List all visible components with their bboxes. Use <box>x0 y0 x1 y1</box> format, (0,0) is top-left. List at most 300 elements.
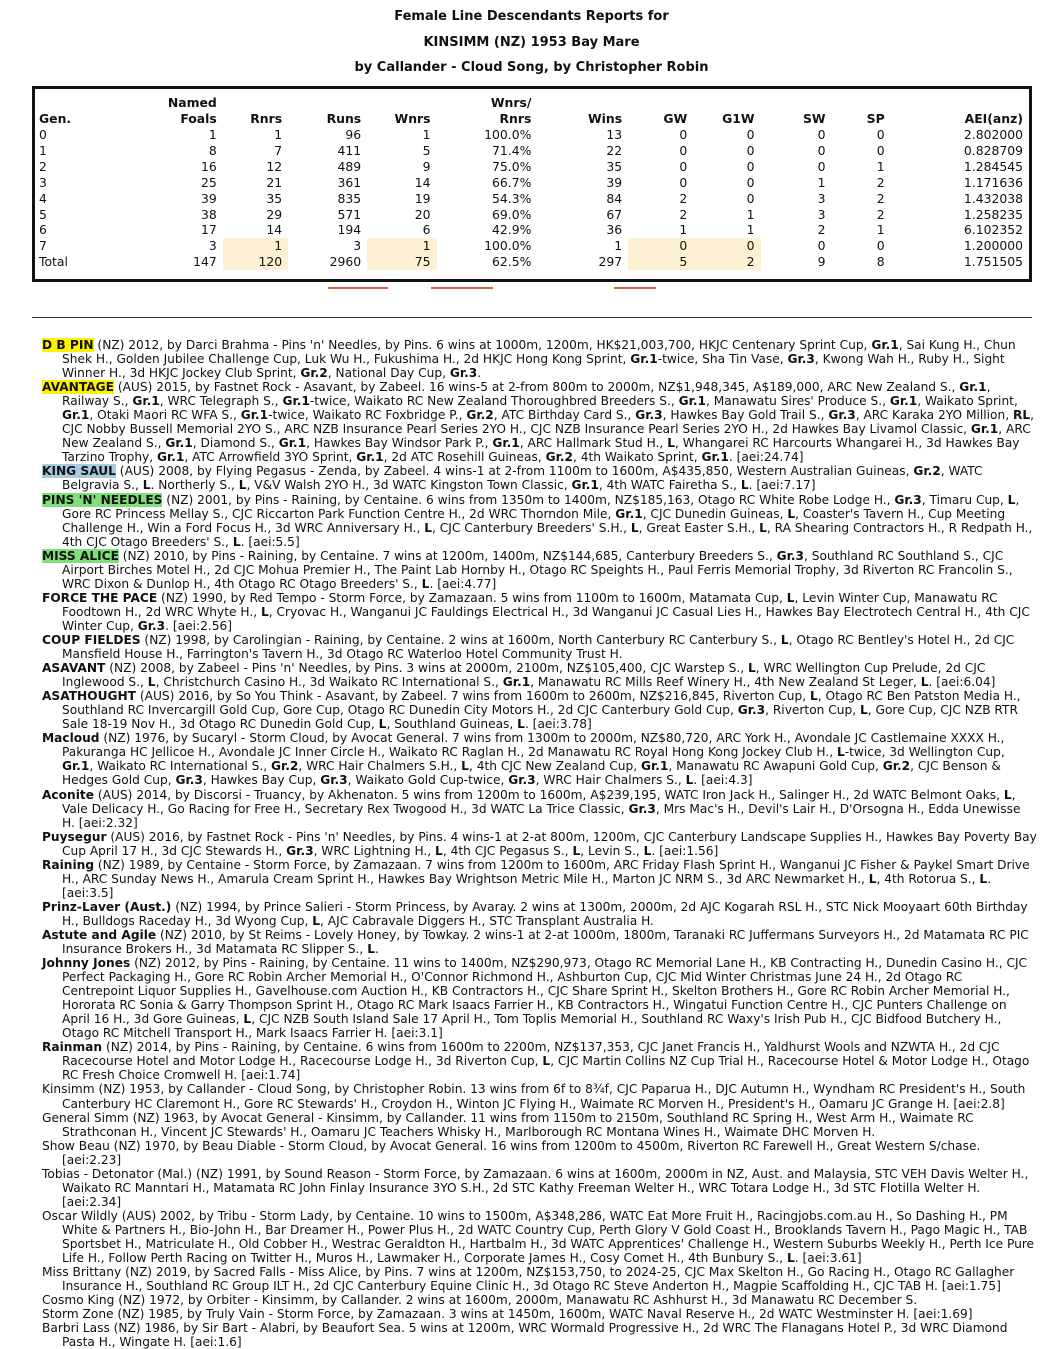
race-grade: L <box>232 534 241 549</box>
column-header: AEI(anz) <box>964 111 1023 126</box>
table-cell: 489 <box>337 158 362 174</box>
table-cell: 36 <box>606 222 623 238</box>
table-cell: 6 <box>422 222 431 238</box>
table-cell: 1 <box>746 222 755 238</box>
wnrs-underline <box>431 287 493 289</box>
entry-text: , Coaster's Tavern H., Cup Meeting Challenge H., Win a Ford Focus H., 3d WRC Anniversary H., <box>62 506 1006 535</box>
entry-text: (NZ) 1994, by Prince Salieri - Storm Princess, by Avaray. 2 wins at 1300m, 2000m, 2d AJC Kogarah RSL H., STC Nick Mooyaart 60th Birthday H., Bulldogs Raceday H., 3d Wyong Cup, <box>62 899 1028 928</box>
table-cell: 7 <box>39 238 47 254</box>
table-cell: 1 <box>223 238 288 254</box>
race-grade: Gr.2 <box>300 366 328 381</box>
entry-text: , Southland RC Southland S., CJC Airport Birches Motel H., 2d CJC Mohua Premier H., The Paint Lab Hornby H., Otago RC Speights H., Paul Ferris Memorial Trophy, 3d Riverton RC Francolin S., WRC Dixon & Dunlop H., 4th Otago RC Otago Breeders' S., <box>62 548 1013 591</box>
race-grade: Gr.3 <box>320 773 348 788</box>
descendant-entry <box>42 338 1037 380</box>
race-grade: Gr.3 <box>737 703 766 718</box>
entry-text: . [aei:3.61] <box>794 1251 862 1266</box>
entry-text: (AUS) 2015, by Fastnet Rock - Asavant, by Zabeel. 16 wins-5 at 2-from 800m to 2000m, NZ$1,948,345, A$189,000, ARC New Zealand S., <box>113 380 960 395</box>
wins-underline <box>614 287 656 289</box>
race-grade: Gr.1 <box>502 675 531 690</box>
table-cell: 75 <box>367 254 436 270</box>
race-grade: Gr.1 <box>62 408 90 423</box>
horse-name[interactable]: ASAVANT <box>42 661 106 676</box>
entry-text: (AUS) 2016, by Fastnet Rock - Pins 'n' Needles, by Pins. 4 wins-1 at 2-at 800m, 1200m, CJC Canterbury Landscape Supplies H., Hawkes Bay Poverty Bay Cup April 17 H., 3d CJC Stewards H., <box>62 829 1037 858</box>
table-cell: 7 <box>274 142 283 158</box>
entry-text: , CJC Nobby Bussell Memorial 2YO S., ARC NZB Insurance Pearl Series 2YO H., CJC NZB Insurance Pearl Series 2YO H., 2d Hawkes Bay Livamol Classic, <box>62 408 1034 437</box>
table-cell: 1 <box>614 238 623 254</box>
entry-text: Oscar Wildly (AUS) 2002, by Tribu - Storm Lady, by Centaine. 10 wins to 1500m, A$348,286, WATC Eat More Fruit H., Racingjobs.com.au H., So Dashing H., PM White & Partners H., Bio-John H., Bar Dreamer H., Power Plus H., 2d WATC Country Cup, Perth Glory V Gold Coast H., Brooklands Tavern H., Pago Magic H., TAB Sportsbet H., Matriculate H., Old Cobber H., Westrac Geraldton H., Hartbalm H., 3d WATC Apprentices' Challenge H., Western Suburbs Weekly H., Perth Ice Pure Life H., Follow Perth Racing on Twitter H., Muros H., Lawmaker H., Corporate James H., Cosy Comet H., 4th Bunbury S., <box>42 1208 1035 1266</box>
entry-text: . [aei:3.5] <box>62 871 992 900</box>
entry-text: , Southland Guineas, <box>386 717 518 732</box>
race-grade: Gr.3 <box>137 618 166 633</box>
entry-text: (NZ) 2010, by Pins - Raining, by Centaine. 7 wins at 1200m, 1400m, NZ$144,685, Canterbury Breeders S., <box>118 548 777 563</box>
entry-text: , Levin Winter Cup, Manawatu RC Foodtown H., 2d WRC Whyte H., <box>62 590 998 619</box>
table-cell: 2960 <box>329 254 362 270</box>
race-grade: Gr.2 <box>913 464 941 479</box>
race-grade: L <box>421 576 430 591</box>
table-cell: 0 <box>876 127 885 142</box>
horse-name[interactable]: Rainman <box>42 1040 103 1055</box>
entry-text: , AJC Cabravale Diggers H., STC Transplant Australia H. <box>320 913 654 928</box>
race-grade: L <box>786 590 795 605</box>
table-cell: 0 <box>679 127 688 142</box>
entry-text: , CJC NZB South Island Sale 17 April H., Tom Toplis Memorial H., Southland RC Waxy's Irish Pub H., CJC Bidfood Butchery H., Otago RC Mitchell Transport H., Mark Isaacs Farrier H. [aei:3.1] <box>62 1012 1002 1041</box>
generation-row <box>35 159 1029 175</box>
horse-name[interactable]: Johnny Jones <box>42 956 131 971</box>
entry-text: , 4th Waikato Sprint, <box>572 450 702 465</box>
table-cell: 0 <box>746 158 755 174</box>
entry-text: . [aei:4.77] <box>429 576 497 591</box>
race-grade: Gr.3 <box>894 492 922 507</box>
descendant-entry <box>42 830 1037 858</box>
race-grade: L <box>630 520 639 535</box>
entry-text: Cosmo King (NZ) 1972, by Orbiter - Kinsimm, by Callander. 2 wins at 1600m, 2000m, Manawatu RC Ashhurst H., 3d Manawatu RC December S. <box>42 1293 918 1308</box>
table-cell: 1 <box>39 142 47 158</box>
table-cell: 1.751505 <box>963 254 1023 270</box>
table-cell: 3 <box>208 238 217 254</box>
table-cell: 2 <box>876 206 885 222</box>
race-grade: L <box>260 604 269 619</box>
entry-text: Tobias - Detonator (Mal.) (NZ) 1991, by Sound Reason - Storm Force, by Zamazaan. 6 wins at 1600m, 2000m in NZ, Aust. and Malaysia, STC VEH Davis Welter H., Waikato RC Manntari H., Matamata RC John Finlay Insurance 3YO S.H., 2d STC Kathy Freeman Welter H., WRC Totara Lodge H., 3d STC Flotilla Welter H. [aei:2.34] <box>42 1166 1029 1209</box>
report-title-line: Female Line Descendants Reports for <box>394 9 669 24</box>
table-cell: 3 <box>817 206 826 222</box>
race-grade: Gr.3 <box>635 408 663 423</box>
entry-text: , Hawkes Bay Windsor Park P., <box>306 436 493 451</box>
table-cell: 1.432038 <box>963 190 1023 206</box>
table-cell: 96 <box>345 127 362 142</box>
table-cell: 4 <box>39 190 47 206</box>
descendant-entry <box>42 1040 1037 1082</box>
entry-text: . [aei:5.5] <box>240 534 300 549</box>
descendant-entry <box>42 549 1037 591</box>
entry-text: (NZ) 2010, by St Reims - Lovely Honey, by Towkay. 2 wins-1 at 2-at 1000m, 1800m, Taranaki RC Juffermans Surveyors H., 2d Matamata RC PIC Insurance Brokers H., 3d Matamata RC Slipper S., <box>62 927 1029 957</box>
race-grade: Gr.3 <box>508 773 536 788</box>
table-cell: 14 <box>414 174 431 190</box>
entry-text: . <box>477 366 482 381</box>
descendant-entry <box>42 661 1037 689</box>
column-header: Wnrs <box>394 111 431 126</box>
table-cell: 0 <box>817 238 826 254</box>
column-header: Wnrs/ Rnrs <box>490 95 532 126</box>
entry-text: , 4th CJC New Zealand Cup, <box>468 759 642 774</box>
entry-text: , Kwong Wah H., Ruby H., Sight Winner H., 3d HKJC Jockey Club Sprint, <box>62 352 1005 381</box>
entry-text: , ARC Karaka 2YO Million, <box>855 408 1013 423</box>
table-cell: 1.171636 <box>963 174 1023 190</box>
table-cell: 1 <box>274 127 283 142</box>
table-cell: 835 <box>337 190 362 206</box>
entry-text: . Northerly S., <box>150 478 239 493</box>
table-cell: 0.828709 <box>963 142 1023 158</box>
table-cell: 14 <box>266 222 283 238</box>
race-grade: L <box>859 703 868 718</box>
table-cell: 35 <box>606 158 623 174</box>
table-cell: 0 <box>817 127 826 142</box>
entry-text: , Otago RC Ben Patston Media H., Southland RC Invercargill Gold Cup, Gore Cup, Otago RC Dunedin City Motors H., 2d CJC Canterbury Gold Cup, <box>62 689 1021 718</box>
horse-name[interactable]: Puysegur <box>42 829 107 844</box>
column-header: Gen. <box>39 111 72 126</box>
race-grade: L <box>836 745 845 760</box>
table-cell: 1 <box>817 174 826 190</box>
entry-text: , ATC Birthday Card S., <box>493 408 636 423</box>
entry-text: , WRC Lightning H., <box>313 843 436 858</box>
horse-name[interactable]: COUP FIELDES <box>42 632 141 647</box>
horse-name[interactable]: ASATHOUGHT <box>42 689 136 704</box>
race-grade: Gr.2 <box>270 759 299 774</box>
table-cell: 62.5% <box>491 254 532 270</box>
race-grade: L <box>759 520 767 535</box>
entry-text: , WATC Belgravia S., <box>62 464 983 493</box>
race-grade: RL <box>1012 408 1031 423</box>
entry-text: (NZ) 2012, by Darci Brahma - Pins 'n' Needles, by Pins. 6 wins at 1000m, 1200m, HK$21,003,700, HKJC Centenary Sprint Cup, <box>93 338 872 352</box>
table-cell: 71.4% <box>491 142 532 158</box>
race-grade: Gr.1 <box>889 394 918 409</box>
entry-text: , Manawatu Sires' Produce S., <box>705 394 890 409</box>
descendant-entry <box>42 1307 1037 1321</box>
entry-text: , Riverton Cup, <box>765 703 860 718</box>
entry-text: . [aei:24.74] <box>728 450 804 465</box>
descendant-entry <box>42 1167 1037 1209</box>
table-cell: 8 <box>208 142 217 158</box>
table-cell: 22 <box>606 142 623 158</box>
entry-text: , Otaki Maori RC WFA S., <box>89 408 241 423</box>
entry-text: . [aei:6.04] <box>928 675 996 690</box>
table-cell: 0 <box>746 190 755 206</box>
horse-name[interactable]: Aconite <box>42 787 94 802</box>
table-cell: 16 <box>201 158 217 174</box>
race-grade: Gr.1 <box>356 450 384 465</box>
descendant-entry <box>42 1321 1037 1349</box>
entry-text: , 4th WATC Fairetha S., <box>598 478 741 493</box>
table-cell: 0 <box>679 174 688 190</box>
entry-text: . [aei:1.56] <box>651 843 719 858</box>
race-grade: L <box>787 506 796 521</box>
entry-text: (AUS) 2016, by So You Think - Asavant, by Zabeel. 7 wins from 1600m to 2600m, NZ$216,845, Riverton Cup, <box>135 689 811 704</box>
table-cell: 3 <box>353 238 362 254</box>
entry-text: , Levin S., <box>580 843 644 858</box>
race-grade: Gr.1 <box>157 450 185 465</box>
horse-name[interactable]: Macloud <box>42 731 100 746</box>
race-grade: Gr.2 <box>545 450 573 465</box>
horse-name[interactable]: FORCE THE PACE <box>42 590 158 605</box>
table-cell: 1 <box>746 206 755 222</box>
generation-stats-table <box>32 86 1032 282</box>
table-cell: 21 <box>266 174 283 190</box>
divider <box>32 317 1032 318</box>
column-header: G1W <box>722 111 755 126</box>
horse-name[interactable]: KING SAUL <box>42 464 116 479</box>
table-cell: 6 <box>39 222 47 238</box>
entry-text: , CJC Benson & Hedges Gold Cup, <box>62 759 1001 788</box>
descendant-entry <box>42 493 1037 549</box>
race-grade: L <box>435 843 443 858</box>
entry-text: Show Beau (NZ) 1970, by Beau Diable - Storm Cloud, by Avocat General. 16 wins from 1200m to 4500m, Riverton RC Farewell H., Great Western S/chase. [aei:2.23] <box>42 1138 981 1167</box>
horse-name[interactable]: MISS ALICE <box>42 548 119 563</box>
entry-text: . [aei:7.17] <box>748 478 816 493</box>
entry-text: , Waikato Gold Cup-twice, <box>347 773 509 788</box>
column-header: GW <box>663 111 688 126</box>
race-grade: Gr.1 <box>571 478 599 493</box>
race-grade: Gr.1 <box>492 436 520 451</box>
table-cell: 42.9% <box>491 222 532 238</box>
horse-name[interactable]: Raining <box>42 857 95 872</box>
race-grade: Gr.2 <box>882 759 911 774</box>
table-cell: 0 <box>679 142 688 158</box>
race-grade: L <box>643 843 652 858</box>
table-cell: 6.102352 <box>963 222 1023 238</box>
horse-name[interactable]: Astute and Agile <box>42 927 157 942</box>
entry-text: Miss Brittany (NZ) 2019, by Sacred Falls - Miss Alice, by Pins. 7 wins at 1200m, NZ$153,750, to 2024-25, CJC Max Skelton H., Go Racing H., Otago RC Gallagher Insurance H., Southland RC Group ILT H., 2d CJC Canterbury Equine Clinic H., 3d Otago RC Steve Anderton H., Magpie Scaffolding H., CJC TAB H. [aei:1.75] <box>42 1265 1015 1294</box>
table-cell: 100.0% <box>484 238 532 254</box>
race-grade: L <box>1003 787 1012 802</box>
generation-row <box>35 127 1029 143</box>
entry-text: , Manawatu RC Mills Reef Winery H., 4th New Zealand St Leger, <box>530 675 921 690</box>
entry-text: . [aei:2.56] <box>165 618 233 633</box>
entry-text: , Otago RC Bentley's Hotel H., 2d CJC Mansfield House H., Farrington's Tavern H., 3d Otago RC Waterloo Hotel Community Trust H. <box>62 632 1015 662</box>
entry-text: Storm Zone (NZ) 1985, by Truly Vain - Storm Force, by Zamazaan. 3 wins at 1450m, 1600m, WATC Naval Reserve H., 2d WATC Westminster H. [aei:1.69] <box>42 1307 973 1322</box>
entry-text: -twice, Sha Tin Vase, <box>657 352 788 367</box>
descendant-entry <box>42 956 1037 1040</box>
race-grade: L <box>238 478 247 493</box>
descendant-entry <box>42 1139 1037 1167</box>
table-cell: 12 <box>266 158 283 174</box>
table-cell: 2 <box>39 158 47 174</box>
entry-text: (NZ) 1989, by Centaine - Storm Force, by Zamazaan. 7 wins from 1200m to 1600m, ARC Friday Flash Sprint H., Wanganui JC Fisher & Paykel Smart Drive H., ARC Sunday News H., Amarula Cream Sprint H., Hawkes Bay Wrightson Metric Mile H., Marton JC NRM S., 3d ARC Newmarket H., <box>62 857 1030 886</box>
table-cell: 2 <box>693 254 760 270</box>
race-grade: L <box>786 1251 795 1266</box>
entry-text: , Hawkes Bay Gold Trail S., <box>662 408 829 423</box>
race-grade: Gr.1 <box>678 394 706 409</box>
descendant-entry <box>42 633 1037 661</box>
table-cell: 361 <box>337 174 362 190</box>
race-grade: L <box>424 520 432 535</box>
entry-text: -twice, Waikato RC Foxbridge P., <box>268 408 467 423</box>
descendant-entry <box>42 900 1037 928</box>
table-cell: 3 <box>39 174 47 190</box>
race-grade: L <box>367 942 375 957</box>
table-cell: 2 <box>679 190 688 206</box>
horse-name[interactable]: AVANTAGE <box>42 380 114 395</box>
entry-text: (AUS) 2008, by Flying Pegasus - Zenda, by Zabeel. 4 wins-1 at 2-from 1100m to 1600m, A$435,850, Western Australian Guineas, <box>115 464 914 479</box>
table-cell: 8 <box>876 254 885 270</box>
table-cell: 571 <box>337 206 362 222</box>
table-cell: 3 <box>817 190 826 206</box>
table-cell: 194 <box>337 222 362 238</box>
entry-text: (NZ) 2014, by Pins - Raining, by Centaine. 6 wins from 1600m to 2200m, NZ$137,353, CJC Janet Francis H., Yaldhurst Wools and NZWTA H., 2d CJC Racecourse Hotel and Motor Lodge H., Racecourse Lodge H., 3d Riverton Cup, <box>62 1040 1000 1069</box>
entry-text: -twice, Waikato RC New Zealand Thoroughbred Breeders S., <box>309 394 679 409</box>
race-grade: L <box>685 773 694 788</box>
table-cell: 84 <box>606 190 623 206</box>
entry-text: (NZ) 1990, by Red Tempo - Storm Force, by Zamazaan. 5 wins from 1100m to 1600m, Matamata Cup, <box>157 590 787 605</box>
generation-row <box>35 175 1029 191</box>
horse-name[interactable]: Prinz-Laver (Aust.) <box>42 899 172 914</box>
race-grade: Gr.1 <box>970 422 999 437</box>
table-cell: 29 <box>266 206 283 222</box>
race-grade: Gr.2 <box>466 408 494 423</box>
race-grade: L <box>378 717 387 732</box>
table-cell: 0 <box>876 142 885 158</box>
entry-text: , Sai Kung H., Chun Shek H., Golden Jubilee Challenge Cup, Luk Wu H., Fukushima H., 2d HKJC Hong Kong Sprint, <box>62 338 1016 367</box>
descendant-entry <box>42 380 1037 464</box>
table-cell: 0 <box>39 127 47 142</box>
mare-name-heading: KINSIMM (NZ) 1953 Bay Mare <box>423 35 640 50</box>
generation-row <box>35 238 1029 254</box>
table-cell: 19 <box>414 190 431 206</box>
entry-text: , Christchurch Casino H., 3d Waikato RC International S., <box>155 675 503 690</box>
race-grade: L <box>243 1012 252 1027</box>
table-cell: 17 <box>201 222 217 238</box>
table-cell: 1 <box>208 127 217 142</box>
table-cell: 1.200000 <box>963 238 1023 254</box>
total-row <box>35 254 1029 270</box>
table-cell: 1 <box>876 158 885 174</box>
entry-text: , Cryovac H., Wanganui JC Fauldings Electrical H., 3d Wanganui JC Casual Lies H., Hawkes Bay Electrotech Central H., 4th CJC Winter Cup, <box>62 604 1030 633</box>
entry-text: , WRC Wellington Cup Prelude, 2d CJC Inglewood S., <box>62 661 986 690</box>
entry-text: , CJC Canterbury Breeders' S.H., <box>432 520 631 535</box>
entry-text: , ARC New Zealand S., <box>62 422 1031 451</box>
race-grade: Gr.3 <box>175 773 203 788</box>
table-cell: 147 <box>193 254 217 270</box>
entry-text: , ARC Hallmark Stud H., <box>519 436 668 451</box>
table-cell: 120 <box>223 254 288 270</box>
entry-text: , CJC Martin Collins NZ Cup Trial H., Racecourse Hotel & Motor Lodge H., Otago RC Fresh Choice Cromwell H. [aei:1.74] <box>62 1054 1030 1083</box>
table-cell: 100.0% <box>484 127 532 142</box>
entry-text: , Vale Delicacy H., Go Racing for Free H., Secretary Rex Twogood H., 3d WATC La Trice Classic, <box>62 787 1016 816</box>
generation-row <box>35 143 1029 159</box>
entry-text: , Whangarei RC Harcourts Whangarei H., 3d Hawkes Bay Tarzino Trophy, <box>62 436 1020 465</box>
table-cell: 1 <box>876 222 885 238</box>
race-grade: Gr.3 <box>787 352 815 367</box>
entry-text: , Gore Cup, CJC NZB RTR Sale 18-19 Nov H., 3d Otago RC Dunedin Gold Cup, <box>62 703 1018 732</box>
race-grade: Gr.3 <box>286 843 314 858</box>
entry-text: , WRC Hair Chalmers S., <box>535 773 686 788</box>
descendant-entry <box>42 928 1037 956</box>
race-grade: L <box>147 675 156 690</box>
column-header: Named Foals <box>167 95 217 126</box>
race-grade: L <box>461 759 469 774</box>
table-cell: 0 <box>817 158 826 174</box>
race-grade: Gr.1 <box>701 450 729 465</box>
entry-text: , Railway S., <box>62 380 991 409</box>
column-header: Rnrs <box>250 111 283 126</box>
entry-text: , Waikato Sprint, <box>917 394 1018 409</box>
horse-name[interactable]: PINS 'N' NEEDLES <box>42 492 163 507</box>
column-header: Runs <box>326 111 362 126</box>
entry-text: , Gore RC Princess Mellay S., CJC Riccarton Park Function Centre H., 2d WRC Thorndon Mile, <box>62 492 1020 521</box>
table-cell: 39 <box>201 190 217 206</box>
entry-text: . <box>374 942 379 957</box>
table-cell: 75.0% <box>491 158 532 174</box>
race-grade: L <box>979 871 988 886</box>
table-cell: 2 <box>876 174 885 190</box>
race-grade: Gr.1 <box>165 436 193 451</box>
table-cell: 5 <box>422 142 431 158</box>
race-grade: L <box>740 478 749 493</box>
descendant-entry <box>42 1265 1037 1293</box>
descendant-entry <box>42 788 1037 830</box>
race-grade: Gr.1 <box>62 759 90 774</box>
entry-text: Barbri Lass (NZ) 1986, by Sir Bart - Alabri, by Beaufort Sea. 5 wins at 1200m, WRC Wormald Progressive H., 2d WRC The Flanagans Hotel P., 3d WRC Diamond Pasta H., Wingate H. [aei:1.6] <box>42 1321 1008 1349</box>
table-cell: 69.0% <box>491 206 532 222</box>
entry-text: (NZ) 2001, by Pins - Raining, by Centaine. 6 wins from 1350m to 1400m, NZ$185,163, Otago RC White Robe Lodge H., <box>162 492 895 507</box>
table-cell: 1.258235 <box>963 206 1023 222</box>
race-grade: L <box>780 632 789 647</box>
table-cell: 0 <box>817 142 826 158</box>
race-grade: L <box>667 436 675 451</box>
table-cell: 0 <box>746 127 755 142</box>
generation-row <box>35 207 1029 223</box>
entry-text: (NZ) 1998, by Carolingian - Raining, by Centaine. 2 wins at 1600m, North Canterbury RC Canterbury S., <box>140 632 781 647</box>
table-cell: 9 <box>422 158 431 174</box>
entry-text: , WRC Telegraph S., <box>159 394 283 409</box>
table-cell: 0 <box>693 238 760 254</box>
descendant-entry <box>42 689 1037 731</box>
entry-text: , Mrs Mac's H., Devil's Lair H., D'Orsogna H., Edda Unewisse H. [aei:2.32] <box>62 801 1021 830</box>
entry-text: , 2d ATC Rosehill Guineas, <box>383 450 546 465</box>
column-header: SP <box>866 111 885 126</box>
runs-underline <box>328 287 388 289</box>
table-cell: 1 <box>679 222 688 238</box>
race-grade: L <box>747 661 756 676</box>
race-grade: L <box>312 913 321 928</box>
entry-text: , National Day Cup, <box>327 366 450 381</box>
descendant-entry <box>42 1293 1037 1307</box>
entry-text: , Great Easter S.H., <box>638 520 760 535</box>
table-cell: 13 <box>606 127 623 142</box>
descendant-entry <box>42 1111 1037 1139</box>
table-cell: 1 <box>422 127 431 142</box>
race-grade: Gr.1 <box>630 352 658 367</box>
entry-text: , CJC Dunedin Guineas, <box>642 506 788 521</box>
entry-text: , 4th CJC Pegasus S., <box>442 843 573 858</box>
race-grade: L <box>1007 492 1016 507</box>
descendant-entry <box>42 464 1037 492</box>
table-cell: 66.7% <box>491 174 532 190</box>
horse-name[interactable]: D B PIN <box>42 338 94 352</box>
table-cell: 20 <box>414 206 431 222</box>
table-cell: 2.802000 <box>963 127 1023 142</box>
table-cell: 39 <box>606 174 623 190</box>
pedigree-line: by Callander - Cloud Song, by Christopher Robin <box>354 60 709 75</box>
descendant-entry <box>42 731 1037 787</box>
table-cell: 1 <box>367 238 436 254</box>
entry-text: , Timaru Cup, <box>921 492 1008 507</box>
entry-text: , Hawkes Bay Cup, <box>202 773 321 788</box>
table-cell: 2 <box>679 206 688 222</box>
entry-text: , Waikato RC International S., <box>89 759 271 774</box>
table-cell: 0 <box>628 238 693 254</box>
table-cell: 297 <box>598 254 623 270</box>
entry-text: , V&V Walsh 2YO H., 3d WATC Kingston Town Classic, <box>246 478 572 493</box>
race-grade: Gr.1 <box>240 408 269 423</box>
